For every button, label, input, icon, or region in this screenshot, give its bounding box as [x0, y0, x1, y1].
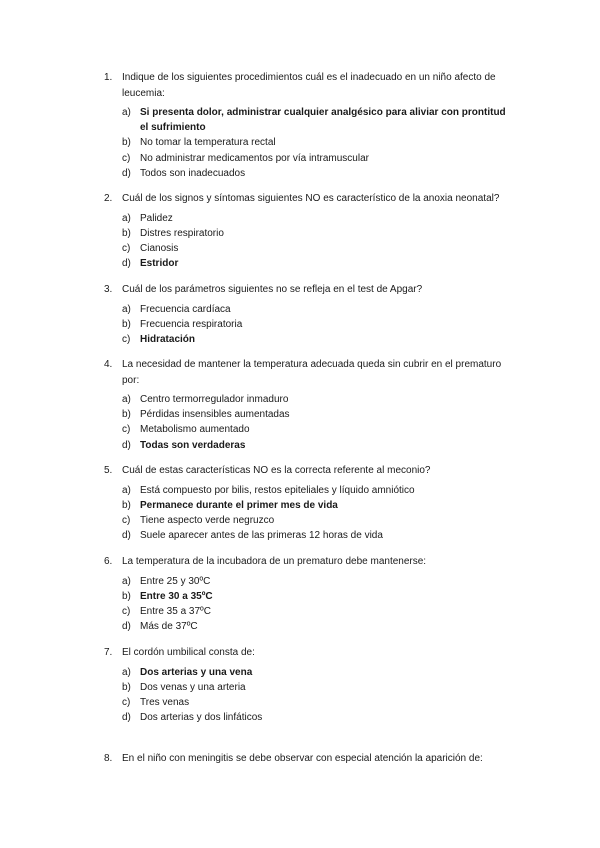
question-stem	[0, 191, 600, 207]
option-letter: a)	[122, 666, 131, 678]
option-letter: b)	[122, 590, 131, 602]
option-letter: d)	[122, 621, 131, 633]
option-d	[0, 256, 600, 271]
option-text: Todos son inadecuados	[140, 167, 246, 179]
option-letter: c)	[122, 424, 131, 436]
question-text: Indique de los siguientes procedimientos cuál es el inadecuado en un niño afecto de leucemia:	[122, 72, 496, 99]
question-stem	[0, 70, 600, 101]
question-4	[0, 357, 600, 453]
option-letter: b)	[122, 409, 131, 421]
question-1	[0, 70, 600, 181]
option-letter: b)	[122, 681, 131, 693]
option-letter: d)	[122, 167, 131, 179]
option-c	[0, 422, 600, 437]
question-text: Cuál de estas características NO es la correcta referente al meconio?	[122, 465, 431, 476]
option-letter: d)	[122, 439, 131, 451]
question-stem	[0, 463, 600, 479]
option-text: Suele aparecer antes de las primeras 12 horas de vida	[140, 530, 383, 542]
option-a	[0, 665, 600, 680]
option-b	[0, 680, 600, 695]
option-a	[0, 574, 600, 589]
option-d	[0, 166, 600, 181]
option-text-correct: Todas son verdaderas	[140, 439, 246, 451]
option-letter: b)	[122, 318, 131, 330]
option-d	[0, 710, 600, 725]
option-b	[0, 317, 600, 332]
option-letter: a)	[122, 107, 131, 118]
option-letter: b)	[122, 499, 131, 511]
question-stem	[0, 357, 600, 388]
option-text: Frecuencia cardíaca	[140, 303, 231, 315]
option-text: Entre 25 y 30ºC	[140, 575, 211, 587]
option-text: Palidez	[140, 212, 173, 224]
question-number: 2.	[104, 193, 113, 204]
question-8	[0, 751, 600, 767]
option-c	[0, 513, 600, 528]
option-c	[0, 151, 600, 166]
option-d	[0, 438, 600, 453]
option-text: Entre 35 a 37ºC	[140, 605, 211, 617]
question-text: La temperatura de la incubadora de un prematuro debe mantenerse:	[122, 556, 427, 567]
option-b	[0, 226, 600, 241]
option-letter: a)	[122, 303, 131, 315]
option-text-correct: Estridor	[140, 258, 179, 270]
question-stem	[0, 751, 600, 767]
option-c	[0, 241, 600, 256]
question-5	[0, 463, 600, 543]
option-text: Dos venas y una arteria	[140, 681, 246, 693]
option-text: Metabolismo aumentado	[140, 424, 250, 436]
option-c	[0, 695, 600, 710]
option-text: Más de 37ºC	[140, 621, 198, 633]
question-stem	[0, 554, 600, 570]
question-7	[0, 645, 600, 725]
question-stem	[0, 282, 600, 298]
question-number: 6.	[104, 556, 113, 567]
option-text: Tres venas	[140, 696, 190, 708]
option-d	[0, 619, 600, 634]
question-text: Cuál de los signos y síntomas siguientes NO es característico de la anoxia neonatal?	[122, 193, 500, 204]
option-text-correct: Permanece durante el primer mes de vida	[140, 499, 338, 511]
question-text: En el niño con meningitis se debe observar con especial atención la aparición de:	[122, 753, 483, 764]
option-letter: c)	[122, 696, 131, 708]
option-a	[0, 302, 600, 317]
option-letter: c)	[122, 242, 131, 254]
option-letter: a)	[122, 394, 131, 405]
question-number: 5.	[104, 465, 113, 476]
question-text: La necesidad de mantener la temperatura adecuada queda sin cubrir en el prematuro por:	[122, 359, 502, 386]
option-a	[0, 392, 600, 407]
option-b	[0, 589, 600, 604]
question-number: 7.	[104, 647, 113, 658]
option-d	[0, 528, 600, 543]
question-stem	[0, 645, 600, 661]
question-number: 3.	[104, 284, 113, 295]
option-text: Frecuencia respiratoria	[140, 318, 243, 330]
option-a	[0, 483, 600, 498]
question-text: El cordón umbilical consta de:	[122, 647, 255, 658]
question-number: 1.	[104, 72, 113, 83]
option-text-correct: Si presenta dolor, administrar cualquier analgésico para aliviar con prontitud el sufrimiento	[140, 107, 506, 134]
question-number: 4.	[104, 359, 113, 370]
question-2	[0, 191, 600, 271]
question-text: Cuál de los parámetros siguientes no se refleja en el test de Apgar?	[122, 284, 423, 295]
question-number: 8.	[104, 753, 113, 764]
option-text: No tomar la temperatura rectal	[140, 137, 276, 149]
option-c	[0, 332, 600, 347]
option-text: Dos arterias y dos linfáticos	[140, 712, 263, 724]
option-text: Pérdidas insensibles aumentadas	[140, 409, 290, 421]
option-b	[0, 498, 600, 513]
option-a	[0, 211, 600, 226]
option-letter: d)	[122, 258, 131, 270]
option-text: Distres respiratorio	[140, 227, 224, 239]
option-text: Tiene aspecto verde negruzco	[140, 514, 275, 526]
option-letter: b)	[122, 137, 131, 149]
option-b	[0, 135, 600, 150]
option-text-correct: Hidratación	[140, 333, 196, 345]
option-letter: c)	[122, 514, 131, 526]
option-letter: a)	[122, 575, 131, 587]
question-3	[0, 282, 600, 347]
question-6	[0, 554, 600, 634]
option-text: Centro termorregulador inmaduro	[140, 394, 289, 405]
option-c	[0, 604, 600, 619]
option-letter: a)	[122, 484, 131, 496]
option-a	[0, 105, 600, 135]
option-b	[0, 407, 600, 422]
option-text: No administrar medicamentos por vía intramuscular	[140, 152, 369, 164]
option-letter: a)	[122, 212, 131, 224]
option-text: Está compuesto por bilis, restos epiteliales y líquido amniótico	[140, 484, 415, 496]
option-letter: b)	[122, 227, 131, 239]
option-letter: c)	[122, 333, 131, 345]
option-letter: d)	[122, 530, 131, 542]
option-letter: c)	[122, 152, 131, 164]
option-text-correct: Dos arterias y una vena	[140, 666, 253, 678]
option-text: Cianosis	[140, 242, 179, 254]
option-letter: c)	[122, 605, 131, 617]
option-text-correct: Entre 30 a 35ºC	[140, 590, 213, 602]
option-letter: d)	[122, 712, 131, 724]
